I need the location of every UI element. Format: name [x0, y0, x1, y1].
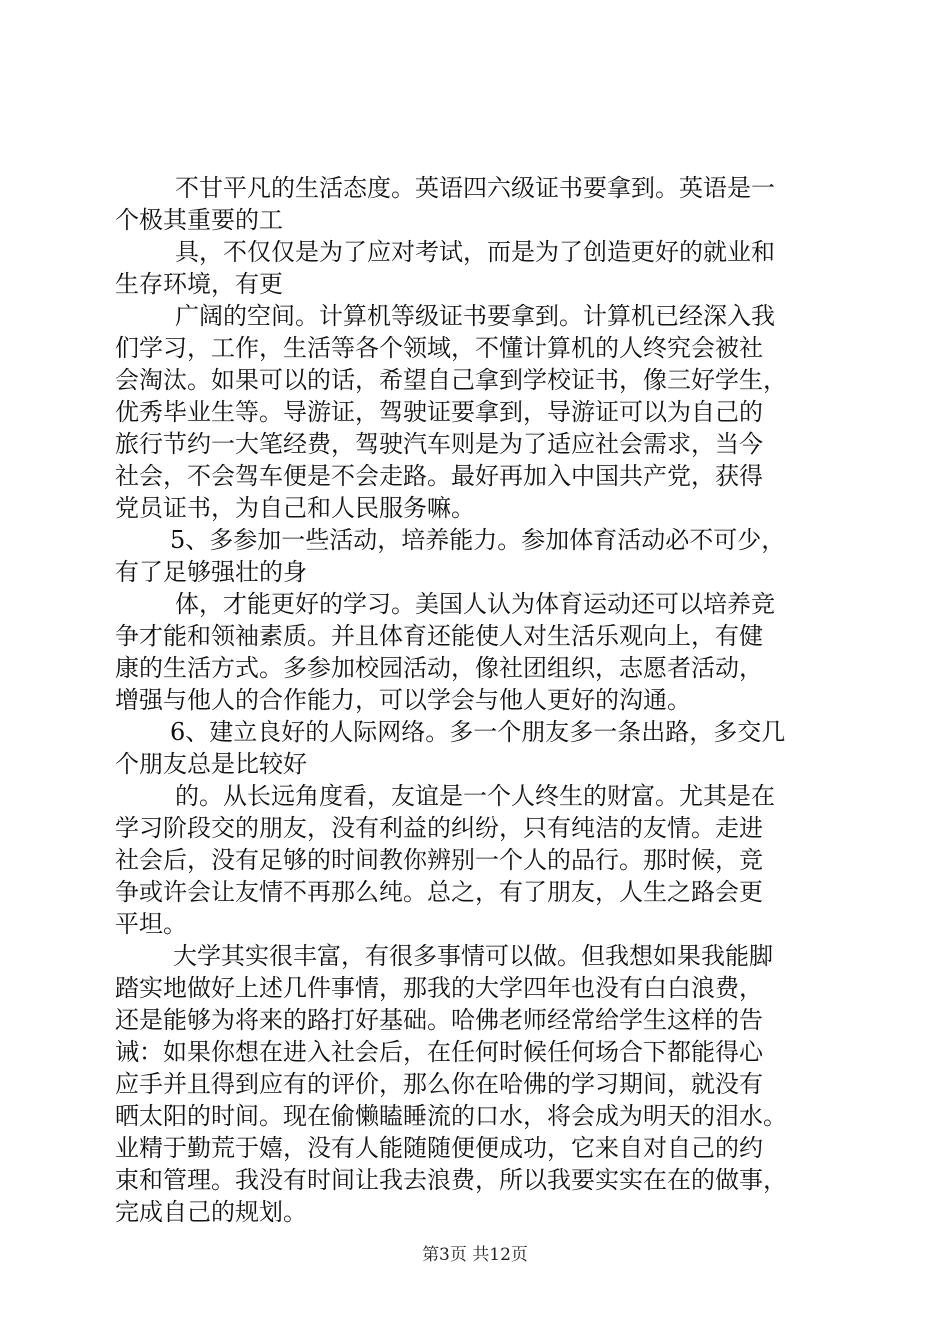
text-line: 诫：如果你想在进入社会后，在任何时候任何场合下都能得心	[115, 1038, 763, 1066]
text-line: 们学习，工作，生活等各个领域，不懂计算机的人终究会被社	[115, 334, 763, 362]
text-line: 优秀毕业生等。导游证，驾驶证要拿到，导游证可以为自己的	[115, 398, 763, 426]
text-line: 康的生活方式。多参加校园活动，像社团组织，志愿者活动，	[115, 654, 763, 682]
text-line: 业精于勤荒于嬉，没有人能随随便便成功，它来自对自己的约	[115, 1134, 763, 1162]
text-line: 的。从长远角度看，友谊是一个人终生的财富。尤其是在	[175, 782, 775, 810]
text-line: 争才能和领袖素质。并且体育还能使人对生活乐观向上，有健	[115, 622, 763, 650]
text-line: 平坦。	[115, 910, 187, 938]
text-line: 大学其实很丰富，有很多事情可以做。但我想如果我能脚	[173, 942, 773, 970]
text-line: 应手并且得到应有的评价，那么你在哈佛的学习期间，就没有	[115, 1070, 763, 1098]
text-line: 有了足够强壮的身	[115, 558, 307, 586]
text-line: 个极其重要的工	[115, 206, 283, 234]
text-line: 不甘平凡的生活态度。英语四六级证书要拿到。英语是一	[175, 174, 775, 202]
text-line: 晒太阳的时间。现在偷懒瞌睡流的口水，将会成为明天的泪水。	[115, 1102, 787, 1130]
text-line: 会淘汰。如果可以的话，希望自己拿到学校证书，像三好学生，	[115, 366, 787, 394]
text-line: 束和管理。我没有时间让我去浪费，所以我要实实在在的做事，	[115, 1166, 787, 1194]
text-line: 社会后，没有足够的时间教你辨别一个人的品行。那时候，竞	[115, 846, 763, 874]
text-line: 旅行节约一大笔经费，驾驶汽车则是为了适应社会需求，当今	[115, 430, 763, 458]
text-line: 6、建立良好的人际网络。多一个朋友多一条出路，多交几	[170, 718, 786, 746]
text-line: 具，不仅仅是为了应对考试，而是为了创造更好的就业和	[175, 238, 775, 266]
text-line: 完成自己的规划。	[115, 1198, 307, 1226]
text-line: 踏实地做好上述几件事情，那我的大学四年也没有白白浪费，	[115, 974, 763, 1002]
text-line: 体，才能更好的学习。美国人认为体育运动还可以培养竞	[175, 590, 775, 618]
body-text	[115, 172, 835, 1228]
text-line: 5、多参加一些活动，培养能力。参加体育活动必不可少，	[170, 526, 786, 554]
text-line: 学习阶段交的朋友，没有利益的纠纷，只有纯洁的友情。走进	[115, 814, 763, 842]
text-line: 社会，不会驾车便是不会走路。最好再加入中国共产党，获得	[115, 462, 763, 490]
text-line: 广阔的空间。计算机等级证书要拿到。计算机已经深入我	[175, 302, 775, 330]
text-line: 个朋友总是比较好	[115, 750, 307, 778]
text-line: 党员证书，为自己和人民服务嘛。	[115, 494, 475, 522]
text-line: 争或许会让友情不再那么纯。总之，有了朋友，人生之路会更	[115, 878, 763, 906]
text-line: 还是能够为将来的路打好基础。哈佛老师经常给学生这样的告	[115, 1006, 763, 1034]
text-line: 增强与他人的合作能力，可以学会与他人更好的沟通。	[115, 686, 691, 714]
text-line: 生存环境，有更	[115, 270, 283, 298]
page-footer: 第3页 共12页	[422, 1245, 528, 1265]
